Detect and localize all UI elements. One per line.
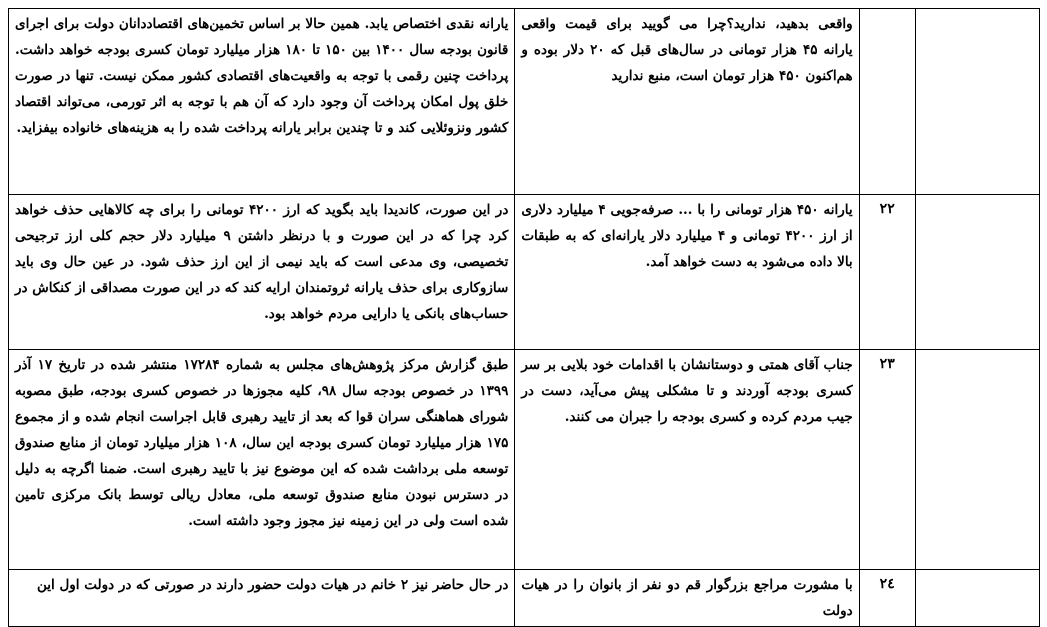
claim-cell [515,350,859,570]
analysis-cell [9,195,515,350]
analysis-cell [9,570,515,627]
claim-cell [515,9,859,195]
claim-text: یارانه ۴۵۰ هزار تومانی را با ... صرفه‌جویی ۴ میلیارد دلاری از ارز ۴۲۰۰ تومانی و ۴ میلیارد دلار یارانه‌ای که به طبقات بالا داده می‌شود به دست خواهد آمد. [521,202,853,270]
analysis-text: طبق گزارش مرکز پژوهش‌های مجلس به شماره ۱۷۲۸۴ منتشر شده در تاریخ ۱۷ آذر ۱۳۹۹ در خصوص بودجه سال ۹۸، کلیه مجوزها در خصوص کسری بودجه، طبق مصوبه شورای هماهنگی سران قوا که بعد از تایید رهبری قابل اجراست انجام شده و از مجموع ۱۷۵ هزار میلیارد تومان کسری بودجه این سال، ۱۰۸ هزار میلیارد تومان از منابع صندوق توسعه ملی برداشت شده که این موضوع نیز با تایید رهبری است. ضمنا اگرچه به دلیل در دسترس نبودن منابع صندوق توسعه ملی، معادل ریالی توسط بانک مرکزی تامین شده است ولی در این زمینه نیز مجوز وجود داشته است. [15,357,509,529]
row-number-cell [859,9,915,195]
claim-text: با مشورت مراجع بزرگوار قم دو نفر از بانوان را در هیات دولت [521,577,853,619]
analysis-cell [9,350,515,570]
row-number-cell: ۲۳ [859,350,915,570]
analysis-text: در این صورت، کاندیدا باید بگوید که ارز ۴۲۰۰ تومانی را برای چه کالاهایی حذف خواهد کرد چرا که در این صورت و با درنظر داشتن ۹ میلیارد دلار حجم کلی ارز ترجیحی تخصیصی، وی مدعی است که باید نیمی از این ارز حذف شود. در عین حال وی باید سازوکاری برای حذف یارانه ثروتمندان ارایه کند که در این صورت مصداقی از کنکاش در حساب‌های بانکی یا دارایی مردم خواهد بود. [15,202,509,322]
document-page [8,8,1040,619]
blank-cell [915,195,1039,350]
blank-cell [915,350,1039,570]
claim-cell [515,195,859,350]
claim-cell [515,570,859,627]
table-row [9,9,1040,195]
table-row [9,570,1040,627]
claim-text: جناب آقای همتی و دوستانشان با اقدامات خود بلایی بر سر کسری بودجه آوردند و تا مشکلی پیش می‌آید، دست در جیب مردم کرده و کسری بودجه را جبران می کنند. [521,357,853,425]
blank-cell [915,9,1039,195]
claim-text: واقعی بدهید، ندارید؟چرا می گویید برای قیمت واقعی یارانه ۴۵ هزار تومانی در سال‌های قبل که ۲۰ دلار بوده و هم‌اکنون ۴۵۰ هزار تومان است، منبع ندارید [521,16,853,84]
row-number-cell: ۲٤ [859,570,915,627]
analysis-text: یارانه نقدی اختصاص یابد. همین حالا بر اساس تخمین‌های اقتصاددانان دولت برای اجرای قانون بودجه سال ۱۴۰۰ بین ۱۵۰ تا ۱۸۰ هزار میلیارد تومان کسری بودجه خواهد داشت. پرداخت چنین رقمی با توجه به واقعیت‌های اقتصادی کشور ممکن نیست. تنها در صورت خلق پول امکان پرداخت آن وجود دارد که آن هم با توجه به اثر تورمی، می‌تواند اقتصاد کشور ونزوئلایی کند و تا چندین برابر یارانه پرداخت شده را به هزینه‌های خانواده بیفزاید. [15,16,509,136]
table-row [9,350,1040,570]
claims-analysis-table [8,8,1040,627]
table-row [9,195,1040,350]
blank-cell [915,570,1039,627]
row-number-cell: ۲۲ [859,195,915,350]
analysis-cell [9,9,515,195]
analysis-text: در حال حاضر نیز ۲ خانم در هیات دولت حضور دارند در صورتی که در دولت اول این [36,577,509,593]
